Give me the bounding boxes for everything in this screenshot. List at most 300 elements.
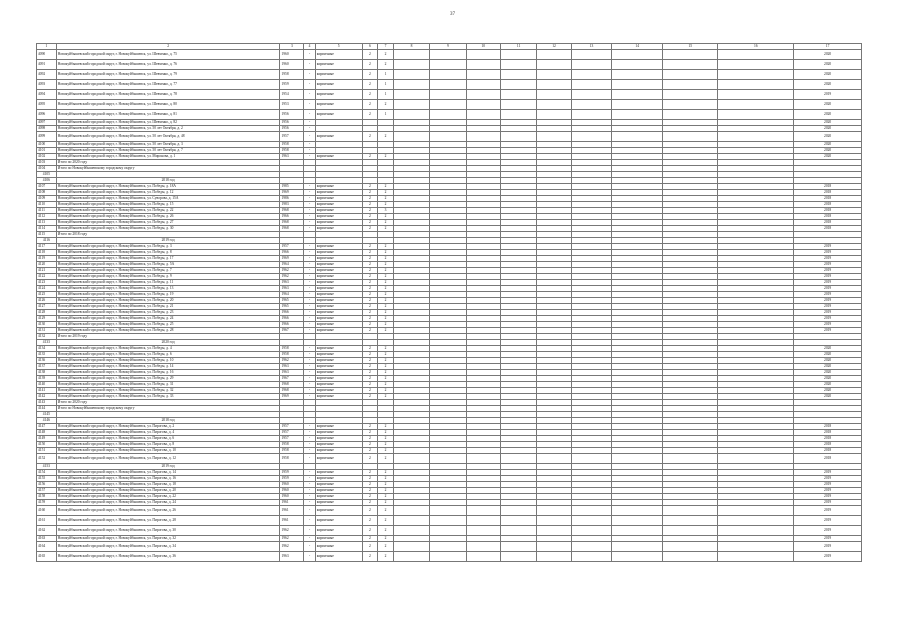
table-cell: 2	[378, 244, 394, 250]
table-cell: -	[304, 190, 315, 196]
table-cell: 2	[362, 202, 378, 208]
table-cell: 1956	[280, 110, 304, 120]
table-cell: кирпичные	[315, 442, 362, 448]
table-cell: Новокуйбышевский городской округ, г. Новокуйбышевск, ул. Победы, д. 21	[56, 304, 280, 310]
table-cell: 1959	[280, 80, 304, 90]
table-cell: кирпичные	[315, 154, 362, 160]
table-cell: 2	[378, 316, 394, 322]
table-cell: 4107	[37, 184, 57, 190]
table-cell: 2020	[794, 110, 862, 120]
table-cell: Новокуйбышевский городской округ, г. Новокуйбышевск, ул. Победы, д. 8	[56, 250, 280, 256]
table-cell: кирпичные	[315, 526, 362, 536]
table-cell: 2	[378, 370, 394, 376]
table-cell: Новокуйбышевский городской округ, г. Новокуйбышевск, ул. Пирогова, д. 2	[56, 424, 280, 430]
table-cell: 4092	[37, 70, 57, 80]
table-cell: 2019	[794, 244, 862, 250]
table-cell: 2	[362, 358, 378, 364]
table-cell: 2	[378, 516, 394, 526]
table-cell: 1963	[280, 280, 304, 286]
table-cell: 2019	[794, 536, 862, 542]
table-cell: 2	[378, 388, 394, 394]
table-cell: 2020	[794, 364, 862, 370]
table-cell: кирпичные	[315, 388, 362, 394]
table-cell: 2	[362, 394, 378, 400]
table-cell: кирпичные	[315, 100, 362, 110]
table-cell: 2020	[794, 142, 862, 148]
table-cell	[393, 90, 429, 100]
table-cell: 2019	[794, 494, 862, 500]
table-cell: 2	[378, 292, 394, 298]
table-cell: кирпичные	[315, 208, 362, 214]
table-cell: 4108	[37, 190, 57, 196]
table-cell: -	[304, 70, 315, 80]
table-cell: -	[304, 208, 315, 214]
table-cell: Новокуйбышевский городской округ, г. Новокуйбышевск, ул. Победы, д. 5А	[56, 262, 280, 268]
table-cell: 2020	[794, 148, 862, 154]
table-cell: 4137	[37, 364, 57, 370]
table-cell: 4113	[37, 220, 57, 226]
table-cell: 1964	[280, 262, 304, 268]
table-cell: 2	[378, 298, 394, 304]
table-cell: кирпичные	[315, 488, 362, 494]
table-cell: 1961	[280, 500, 304, 506]
table-cell: Новокуйбышевский городской округ, г. Новокуйбышевск, ул. Шевченко, д. 75	[56, 50, 280, 60]
table-cell: 1966	[280, 310, 304, 316]
table-cell: -	[304, 448, 315, 454]
table-cell: 4115	[37, 232, 57, 238]
table-cell: -	[304, 154, 315, 160]
table-cell: кирпичные	[315, 364, 362, 370]
table-cell: кирпичные	[315, 552, 362, 562]
table-cell	[466, 50, 500, 60]
table-cell: 1954	[280, 90, 304, 100]
table-cell: 1957	[280, 424, 304, 430]
table-cell: 1985	[280, 184, 304, 190]
table-cell: 2	[362, 370, 378, 376]
table-cell: 2	[362, 256, 378, 262]
table-cell: 4100	[37, 142, 57, 148]
table-cell	[430, 110, 466, 120]
table-cell: 2018	[794, 454, 862, 464]
table-cell: 1968	[280, 226, 304, 232]
table-cell	[393, 80, 429, 90]
table-cell	[500, 100, 536, 110]
table-cell: 1958	[280, 142, 304, 148]
table-cell: 1966	[280, 214, 304, 220]
table-cell: 4149	[37, 436, 57, 442]
table-cell: -	[304, 552, 315, 562]
table-cell: 2018	[794, 430, 862, 436]
table-cell	[612, 110, 663, 120]
table-cell: 4139	[37, 376, 57, 382]
table-cell: 1962	[280, 358, 304, 364]
table-cell: Итого по 2020 году	[56, 400, 280, 406]
table-cell: 4095	[37, 100, 57, 110]
table-cell	[718, 110, 794, 120]
table-cell	[571, 516, 612, 526]
table-cell: 4165	[37, 552, 57, 562]
table-cell	[718, 50, 794, 60]
table-cell: 2019	[794, 328, 862, 334]
table-cell	[537, 454, 571, 464]
column-header-cell: 14	[612, 44, 663, 50]
table-row	[37, 552, 862, 562]
table-cell: 2019	[794, 256, 862, 262]
table-cell: 2019	[794, 316, 862, 322]
table-cell: 4114	[37, 226, 57, 232]
table-cell: -	[304, 148, 315, 154]
table-cell: 2	[378, 488, 394, 494]
table-cell: 2	[378, 202, 394, 208]
table-cell: 2	[362, 494, 378, 500]
table-cell: кирпичные	[315, 190, 362, 196]
table-cell: кирпичные	[315, 436, 362, 442]
table-cell: 2018	[794, 190, 862, 196]
table-cell: 4106	[37, 178, 57, 184]
table-cell	[718, 80, 794, 90]
table-cell: 2019	[794, 298, 862, 304]
table-cell	[500, 80, 536, 90]
table-cell: кирпичные	[315, 298, 362, 304]
table-cell: 2	[362, 488, 378, 494]
table-cell: 4148	[37, 430, 57, 436]
table-cell: 2020	[794, 376, 862, 382]
table-cell: Новокуйбышевский городской округ, г. Новокуйбышевск, ул. Победы, д. 11	[56, 280, 280, 286]
table-cell: 1957	[280, 430, 304, 436]
table-cell: 1963	[280, 286, 304, 292]
table-cell	[718, 552, 794, 562]
table-cell: -	[304, 292, 315, 298]
table-cell: 2	[378, 470, 394, 476]
table-cell: 2	[378, 274, 394, 280]
table-cell: кирпичные	[315, 274, 362, 280]
table-cell: кирпичные	[315, 382, 362, 388]
table-cell	[393, 526, 429, 536]
table-cell	[500, 542, 536, 552]
table-cell: Итого по 2019 году	[56, 334, 280, 340]
table-cell: -	[304, 100, 315, 110]
table-cell: 2018 год	[56, 418, 280, 424]
table-cell: 2	[378, 60, 394, 70]
table-cell: Итого по Новокуйбышевскому городскому округу	[56, 406, 280, 412]
table-cell: Новокуйбышевский городской округ, г. Новокуйбышевск, ул. Пирогова, д. 26	[56, 506, 280, 516]
table-cell: Новокуйбышевский городской округ, г. Новокуйбышевск, ул. Победы, д. 18А	[56, 184, 280, 190]
table-cell: 2020	[794, 346, 862, 352]
table-cell: 2	[362, 448, 378, 454]
table-cell: -	[304, 80, 315, 90]
table-cell: 2020	[794, 70, 862, 80]
table-cell: 2	[362, 304, 378, 310]
table-cell	[571, 552, 612, 562]
table-cell: 2	[378, 382, 394, 388]
table-cell: 1966	[280, 250, 304, 256]
table-cell	[571, 70, 612, 80]
table-cell: 2018	[794, 442, 862, 448]
table-row	[37, 132, 862, 142]
table-cell: кирпичные	[315, 476, 362, 482]
table-cell: кирпичные	[315, 268, 362, 274]
table-cell	[500, 110, 536, 120]
table-cell: Новокуйбышевский городской округ, г. Новокуйбышевск, ул. Пирогова, д. 6	[56, 436, 280, 442]
table-cell: 1958	[280, 70, 304, 80]
table-cell: 4130	[37, 322, 57, 328]
table-cell	[537, 50, 571, 60]
table-cell	[663, 50, 718, 60]
table-cell: 4143	[37, 400, 57, 406]
table-cell: 2018	[794, 220, 862, 226]
table-cell: 2	[362, 208, 378, 214]
table-cell: кирпичные	[315, 424, 362, 430]
table-cell	[430, 90, 466, 100]
table-cell: 4135	[37, 352, 57, 358]
table-cell: 2018	[794, 226, 862, 232]
table-cell	[537, 506, 571, 516]
table-cell: -	[304, 226, 315, 232]
table-cell	[500, 50, 536, 60]
table-cell	[571, 60, 612, 70]
table-cell: Новокуйбышевский городской округ, г. Новокуйбышевск, ул. Пирогова, д. 10	[56, 448, 280, 454]
table-cell: 2	[362, 250, 378, 256]
table-cell: 1958	[280, 352, 304, 358]
table-cell: кирпичные	[315, 454, 362, 464]
table-cell: Новокуйбышевский городской округ, г. Новокуйбышевск, ул. Пирогова, д. 8	[56, 442, 280, 448]
table-cell	[612, 90, 663, 100]
table-cell: кирпичные	[315, 536, 362, 542]
table-cell	[430, 70, 466, 80]
table-cell: 3	[378, 208, 394, 214]
table-cell: 2019	[794, 250, 862, 256]
table-cell: 2	[362, 454, 378, 464]
table-cell: кирпичные	[315, 226, 362, 232]
table-cell	[537, 70, 571, 80]
table-cell: 2	[362, 352, 378, 358]
table-cell	[571, 90, 612, 100]
table-cell: 4109	[37, 196, 57, 202]
table-cell: 4118	[37, 250, 57, 256]
table-cell: 1957	[280, 244, 304, 250]
table-cell	[612, 132, 663, 142]
table-cell: -	[304, 376, 315, 382]
table-cell: Новокуйбышевский городской округ, г. Новокуйбышевск, ул. Шевченко, д. 77	[56, 80, 280, 90]
table-cell: 2019 год	[56, 464, 280, 470]
table-cell: -	[304, 184, 315, 190]
table-cell: 2019	[794, 500, 862, 506]
table-cell: кирпичные	[315, 542, 362, 552]
table-cell: Новокуйбышевский городской округ, г. Новокуйбышевск, ул. Победы, д. 23	[56, 310, 280, 316]
table-cell: 2	[378, 376, 394, 382]
column-header-cell: 15	[663, 44, 718, 50]
table-cell: 4103	[37, 160, 57, 166]
table-cell: -	[304, 494, 315, 500]
table-cell: 2	[362, 506, 378, 516]
table-cell: 2	[362, 516, 378, 526]
table-cell: 2	[362, 280, 378, 286]
table-cell: 1965	[280, 298, 304, 304]
table-cell: -	[304, 382, 315, 388]
table-cell: 4099	[37, 132, 57, 142]
table-cell: 2020	[794, 60, 862, 70]
table-cell: 2	[362, 346, 378, 352]
table-cell: 4152	[37, 454, 57, 464]
table-cell: 1967	[280, 376, 304, 382]
table-cell: 2018	[794, 208, 862, 214]
table-cell: 4105	[37, 172, 57, 178]
table-cell: 4123	[37, 280, 57, 286]
table-cell: 2020	[794, 388, 862, 394]
table-cell: 4102	[37, 154, 57, 160]
table-cell	[500, 70, 536, 80]
table-cell	[663, 506, 718, 516]
table-cell: -	[304, 304, 315, 310]
table-cell: 2018 год	[56, 178, 280, 184]
table-cell	[393, 70, 429, 80]
table-cell: 1966	[280, 322, 304, 328]
table-cell: кирпичные	[315, 370, 362, 376]
table-cell: 2018	[794, 196, 862, 202]
table-cell: 2	[362, 470, 378, 476]
table-cell	[537, 100, 571, 110]
table-cell: 2018	[794, 184, 862, 190]
table-cell	[571, 542, 612, 552]
table-cell: Новокуйбышевский городской округ, г. Новокуйбышевск, ул. Победы, д. 31	[56, 382, 280, 388]
table-cell	[612, 542, 663, 552]
table-cell: 4117	[37, 244, 57, 250]
table-cell: 2	[362, 316, 378, 322]
table-cell: -	[304, 298, 315, 304]
table-cell: кирпичные	[315, 310, 362, 316]
table-cell: кирпичные	[315, 292, 362, 298]
table-cell: 1	[378, 80, 394, 90]
table-cell: -	[304, 126, 315, 132]
table-cell	[663, 542, 718, 552]
table-cell: 1964	[280, 292, 304, 298]
table-cell: 2	[378, 442, 394, 448]
table-cell: -	[304, 214, 315, 220]
table-cell: Новокуйбышевский городской округ, г. Новокуйбышевск, ул. Победы, д. 15	[56, 202, 280, 208]
table-cell: кирпичные	[315, 184, 362, 190]
column-header-cell: 6	[362, 44, 378, 50]
table-cell: 2	[362, 526, 378, 536]
table-cell: 4147	[37, 424, 57, 430]
table-cell: 2019	[794, 262, 862, 268]
table-row	[37, 50, 862, 60]
table-cell: 4155	[37, 476, 57, 482]
table-cell: 2	[362, 430, 378, 436]
table-cell: кирпичные	[315, 220, 362, 226]
table-cell: 2	[362, 70, 378, 80]
table-cell: 2020	[794, 154, 862, 160]
table-cell: 2019	[794, 280, 862, 286]
table-cell: 4097	[37, 120, 57, 126]
table-cell: 4150	[37, 442, 57, 448]
table-cell: 2	[378, 476, 394, 482]
table-cell: 1957	[280, 436, 304, 442]
table-cell: 2	[362, 482, 378, 488]
table-cell: 2	[362, 110, 378, 120]
table-cell: 2	[362, 184, 378, 190]
table-cell: 1960	[280, 494, 304, 500]
table-cell: 1960	[280, 488, 304, 494]
table-cell	[718, 60, 794, 70]
table-cell	[466, 542, 500, 552]
table-cell: 2	[378, 50, 394, 60]
table-cell	[663, 526, 718, 536]
table-cell: 2	[362, 214, 378, 220]
table-cell	[537, 60, 571, 70]
table-cell: 4146	[37, 418, 57, 424]
table-cell: 2019	[794, 90, 862, 100]
table-cell: 2019	[794, 286, 862, 292]
table-cell: -	[304, 110, 315, 120]
table-cell: 1968	[280, 388, 304, 394]
table-cell: Новокуйбышевский городской округ, г. Новокуйбышевск, ул. Шевченко, д. 78	[56, 90, 280, 100]
table-cell: 2019	[794, 482, 862, 488]
table-cell: 4132	[37, 334, 57, 340]
table-cell: 2	[362, 376, 378, 382]
table-cell: 4134	[37, 346, 57, 352]
table-cell: 2	[362, 60, 378, 70]
table-cell	[537, 132, 571, 142]
table-cell: Новокуйбышевский городской округ, г. Новокуйбышевск, ул. Пирогова, д. 18	[56, 482, 280, 488]
table-cell: 2	[378, 268, 394, 274]
table-cell	[466, 80, 500, 90]
table-cell: кирпичные	[315, 448, 362, 454]
table-cell: 2020	[794, 352, 862, 358]
table-cell: 2	[362, 382, 378, 388]
table-cell: 4091	[37, 60, 57, 70]
table-cell: 2019	[794, 470, 862, 476]
table-cell: 4160	[37, 506, 57, 516]
table-cell	[718, 90, 794, 100]
table-cell: 4156	[37, 482, 57, 488]
table-cell	[718, 100, 794, 110]
document-sheet	[36, 43, 862, 562]
table-cell: 1959	[280, 470, 304, 476]
table-cell: 1953	[280, 100, 304, 110]
table-cell: 2	[362, 328, 378, 334]
table-cell: 4128	[37, 310, 57, 316]
table-cell: 2018	[794, 448, 862, 454]
table-cell: 4112	[37, 214, 57, 220]
table-cell: -	[304, 120, 315, 126]
table-cell: Новокуйбышевский городской округ, г. Новокуйбышевск, ул. Пирогова, д. 34	[56, 542, 280, 552]
table-cell: 2019	[794, 526, 862, 536]
table-cell: 2020	[794, 126, 862, 132]
table-cell	[430, 542, 466, 552]
table-cell: кирпичные	[315, 90, 362, 100]
table-cell: кирпичные	[315, 328, 362, 334]
table-cell	[571, 100, 612, 110]
table-cell: Новокуйбышевский городской округ, г. Новокуйбышевск, ул. Победы, д. 32	[56, 388, 280, 394]
table-cell: Новокуйбышевский городской округ, г. Новокуйбышевск, ул. Победы, д. 12	[56, 190, 280, 196]
table-cell: 2	[378, 196, 394, 202]
table-cell: 4141	[37, 388, 57, 394]
table-cell: 2020	[794, 394, 862, 400]
table-cell: Новокуйбышевский городской округ, г. Новокуйбышевск, ул. Победы, д. 9	[56, 274, 280, 280]
table-cell: -	[304, 244, 315, 250]
table-cell: 2	[378, 220, 394, 226]
table-cell: 4154	[37, 470, 57, 476]
table-cell: -	[304, 536, 315, 542]
table-cell: 2	[378, 430, 394, 436]
table-cell: -	[304, 506, 315, 516]
table-cell	[718, 506, 794, 516]
table-cell: 2	[362, 244, 378, 250]
table-cell	[537, 90, 571, 100]
table-cell: Новокуйбышевский городской округ, г. Новокуйбышевск, ул. Пирогова, д. 16	[56, 476, 280, 482]
table-cell: кирпичные	[315, 494, 362, 500]
table-cell: 2020	[794, 132, 862, 142]
